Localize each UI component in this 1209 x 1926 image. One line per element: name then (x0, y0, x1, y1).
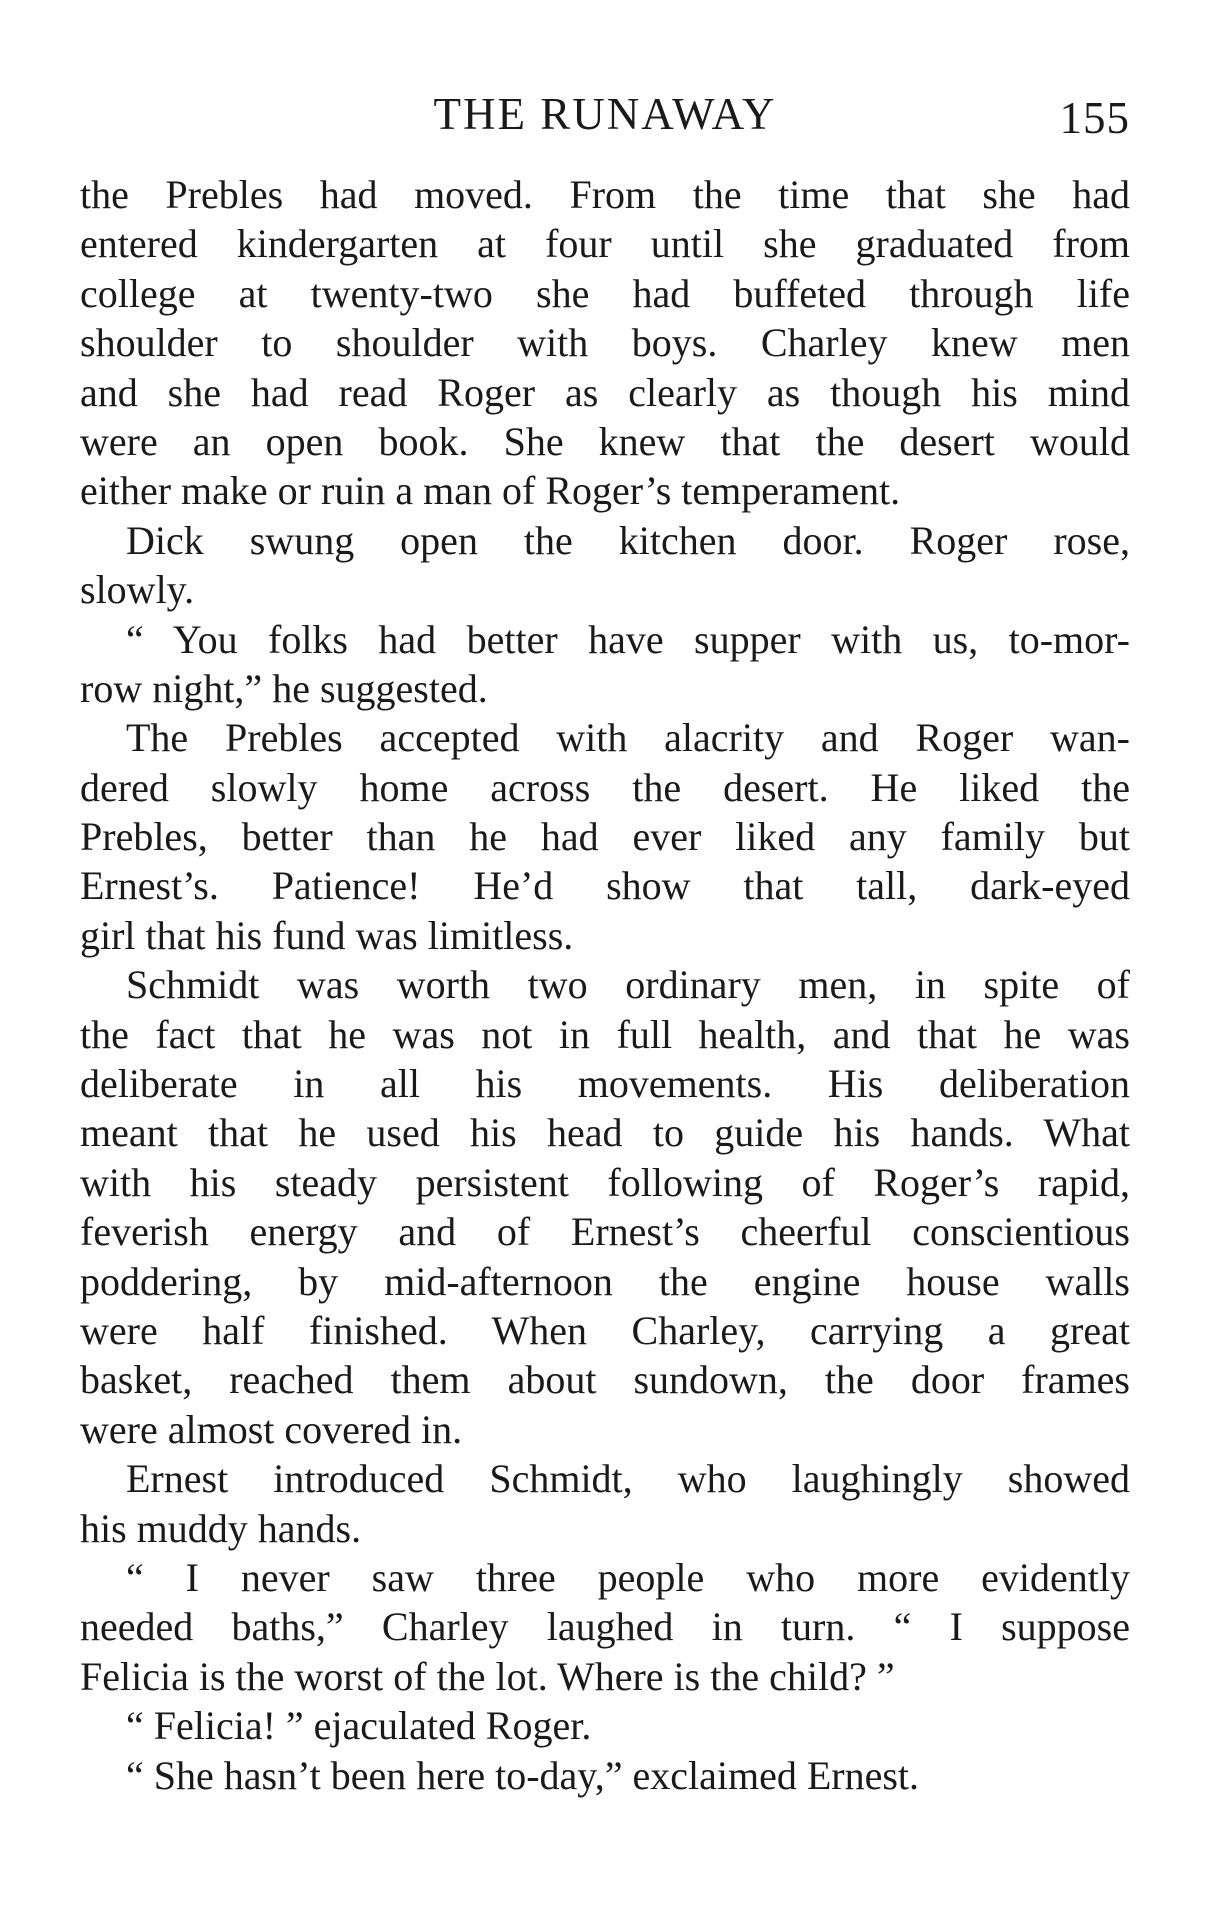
text-line: Ernest introduced Schmidt, who laughingly showed (126, 1456, 1130, 1502)
text-line: were an open book. She knew that the desert would (80, 418, 1130, 464)
body-text (80, 170, 1130, 1800)
running-title: THE RUNAWAY (433, 89, 777, 139)
text-line: Prebles, better than he had ever liked any family but (80, 814, 1130, 860)
text-line: poddering, by mid-afternoon the engine house walls (80, 1258, 1130, 1304)
text-line: Felicia is the worst of the lot. Where is the child? ” (80, 1653, 895, 1699)
text-line: Ernest’s. Patience! He’d show that tall, dark-eyed (80, 863, 1130, 909)
text-line: with his steady persistent following of Roger’s rapid, (80, 1159, 1130, 1205)
text-line: Schmidt was worth two ordinary men, in spite of (126, 962, 1130, 1008)
text-line: either make or ruin a man of Roger’s temperament. (80, 468, 901, 514)
text-line: “ She hasn’t been here to-day,” exclaimed Ernest. (126, 1752, 920, 1798)
text-line: row night,” he suggested. (80, 665, 488, 711)
text-line: girl that his fund was limitless. (80, 912, 574, 958)
text-line: meant that he used his head to guide his hands. What (80, 1110, 1130, 1156)
text-line: “ Felicia! ” ejaculated Roger. (126, 1703, 592, 1749)
text-line: “ You folks had better have supper with us, to-mor- (126, 616, 1130, 662)
text-line: were almost covered in. (80, 1406, 463, 1452)
text-line: needed baths,” Charley laughed in turn. “ I suppose (80, 1604, 1130, 1650)
text-line: were half finished. When Charley, carrying a great (80, 1307, 1130, 1353)
text-line: and she had read Roger as clearly as though his mind (80, 369, 1130, 415)
page-number: 155 (1059, 93, 1130, 143)
text-line: slowly. (80, 567, 195, 613)
text-line: deliberate in all his movements. His deliberation (80, 1061, 1130, 1107)
text-line: his muddy hands. (80, 1505, 362, 1551)
running-head (80, 84, 1130, 144)
text-line: basket, reached them about sundown, the door frames (80, 1357, 1130, 1403)
text-line: college at twenty-two she had buffeted through life (80, 270, 1130, 316)
text-line: dered slowly home across the desert. He liked the (80, 764, 1130, 810)
text-line: shoulder to shoulder with boys. Charley knew men (80, 320, 1130, 366)
text-line: Dick swung open the kitchen door. Roger rose, (126, 517, 1130, 563)
text-line: the fact that he was not in full health, and that he was (80, 1011, 1130, 1057)
text-line: The Prebles accepted with alacrity and Roger wan- (126, 715, 1130, 761)
text-line: entered kindergarten at four until she graduated from (80, 221, 1130, 267)
text-line: feverish energy and of Ernest’s cheerful conscientious (80, 1209, 1130, 1255)
text-line: the Prebles had moved. From the time that she had (80, 172, 1130, 217)
text-line: “ I never saw three people who more evidently (126, 1554, 1130, 1600)
